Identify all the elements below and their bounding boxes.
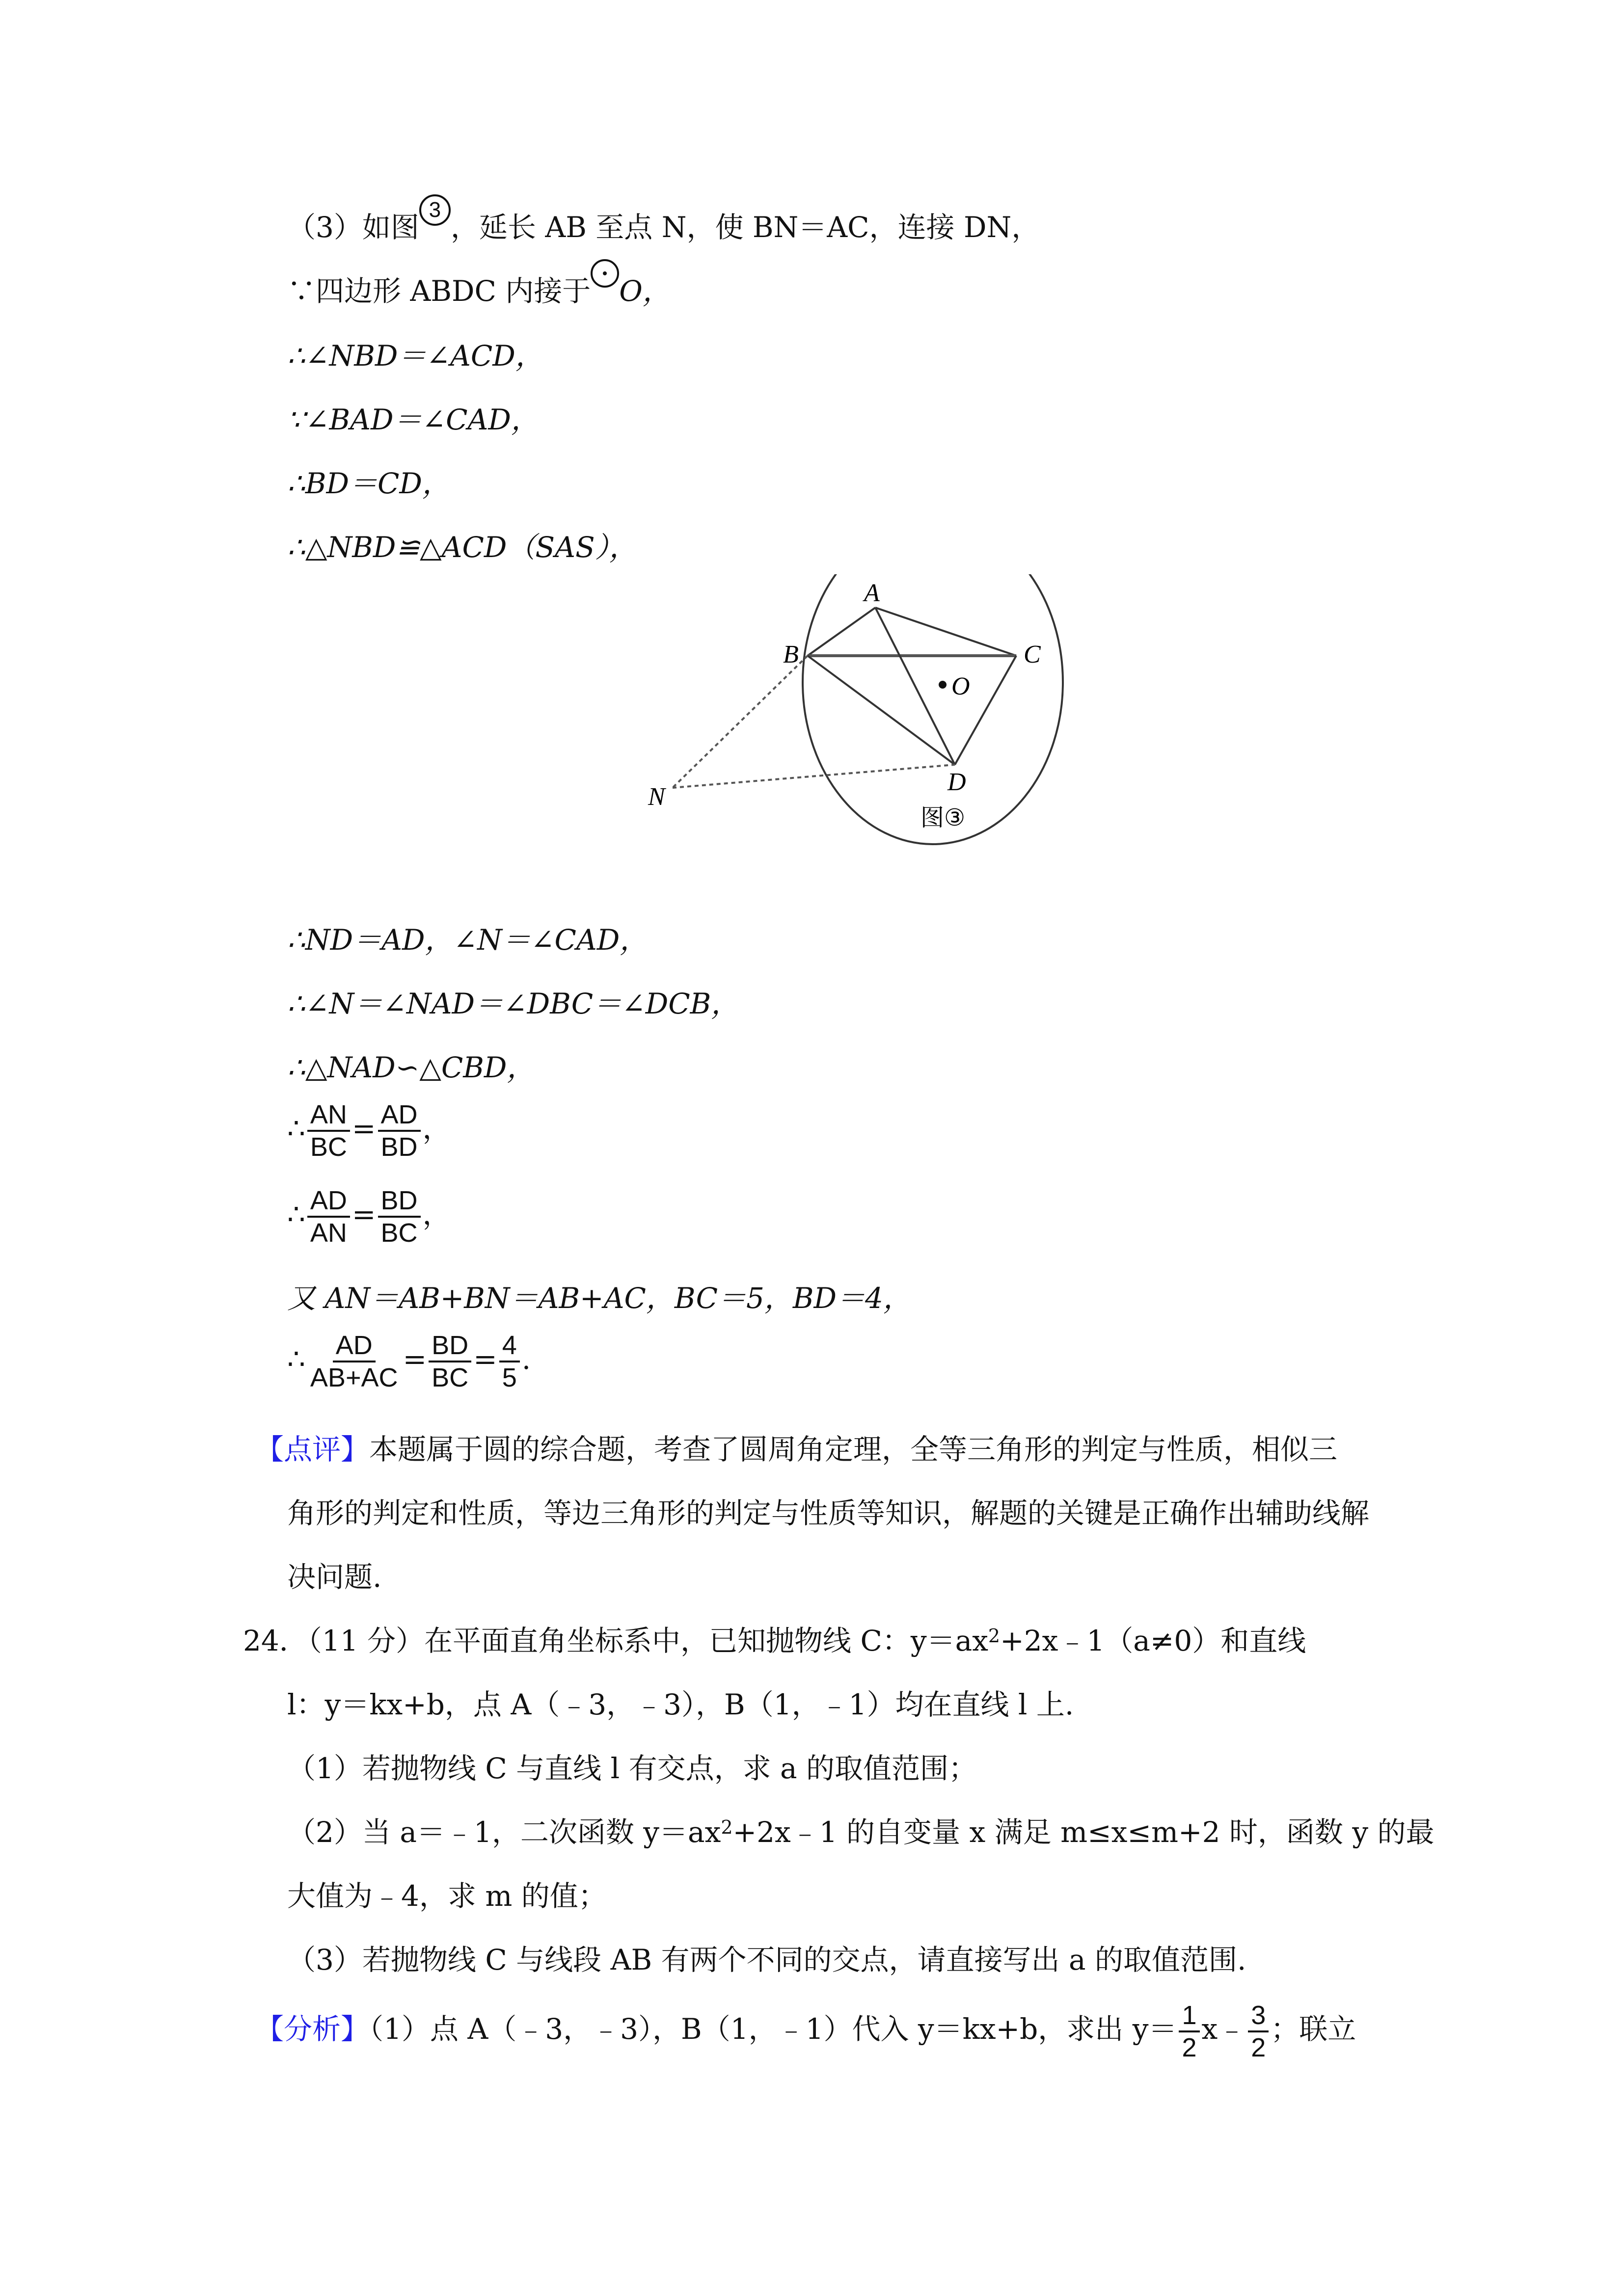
part3-line7: ∴ND＝AD，∠N＝∠CAD， (287, 923, 649, 957)
part3-line5: ∴BD＝CD， (287, 467, 451, 500)
part3-line9: ∴△NAD∽△CBD， (287, 1051, 536, 1084)
segment-nd-dashed (673, 765, 955, 788)
center-point-o (939, 681, 947, 689)
circled-3-icon: 3 (419, 194, 451, 226)
part3-line8: ∴∠N＝∠NAD＝∠DBC＝∠DCB， (287, 987, 740, 1020)
geometry-figure (633, 574, 1124, 967)
part3-line2: ∵四边形 ABDC 内接于 O， (287, 274, 671, 308)
fraction: $\frac{1}{2}$ (1179, 2000, 1199, 2063)
q24-line1: 24．（11 分）在平面直角坐标系中，已知抛物线 C：$y=ax^2+2x﹣1(a\ne 0)$和直线 (243, 1624, 1306, 1657)
review-line1: 【点评】本题属于圆的综合题，考查了圆周角定理，全等三角形的判定与性质，相似三 (255, 1433, 1338, 1466)
q24-sub2-cont: 大值为﹣4，求 m 的值； (287, 1879, 607, 1913)
fraction: $\frac{4}{5}$ (499, 1330, 520, 1393)
fraction: $\frac{AD}{AB+AC}$ (310, 1331, 398, 1392)
segment-bd (808, 656, 955, 765)
part3-line1: （3）如图3，延长 AB 至点 N，使 BN＝AC，连接 DN， (287, 210, 1040, 244)
part3-line10: 又 AN＝AB+BN＝AB+AC，BC＝5，BD＝4， (287, 1281, 912, 1315)
review-line3: 决问题. (287, 1560, 382, 1594)
part3-line3: ∴∠NBD＝∠ACD， (287, 339, 544, 373)
ratio-line-3: ∴ $\frac{AD}{AB+AC}$ = $\frac{BD}{BC}$ = $\frac{4}{5}$ . (287, 1331, 531, 1392)
circle-dot-icon (591, 259, 619, 288)
label-c: C (1024, 641, 1041, 668)
ratio-line-1: ∴ $\frac{AN}{BC}$ = $\frac{AD}{BD}$ ， (287, 1100, 451, 1162)
fraction: $\frac{AD}{BD}$ (378, 1099, 421, 1162)
segment-ab (808, 608, 875, 656)
analysis-tag: 【分析】 (255, 2012, 370, 2046)
review-line2: 角形的判定和性质，等边三角形的判定与性质等知识，解题的关键是正确作出辅助线解 (287, 1496, 1370, 1530)
ratio-line-2: ∴ $\frac{AD}{AN}$ = $\frac{BD}{BC}$ ， (287, 1186, 451, 1248)
analysis-line: 【分析】（1）点 A（﹣3，﹣3），B（1，﹣1）代入 y＝kx+b，求出 y＝ $\frac{1}{2}$ x﹣ $\frac{3}{2}$ ；联立 (255, 2001, 1356, 2062)
q24-sub2: （2）当 a＝﹣1，二次函数 $y=ax^2+2x﹣1$ 的自变量 x 满足 m≤x≤m+2 时，函数 y 的最 (287, 1815, 1435, 1849)
segment-bn-dashed (673, 656, 808, 788)
label-d: D (947, 768, 966, 796)
part3-line6: ∴△NBD≌△ACD（SAS）， (287, 531, 638, 564)
label-b: B (783, 641, 799, 668)
figure-caption: 图③ (920, 804, 966, 831)
fraction: $\frac{AN}{BC}$ (307, 1099, 350, 1162)
q24-sub1: （1）若抛物线 C 与直线 l 有交点，求 a 的取值范围； (287, 1752, 977, 1785)
fraction: $\frac{BD}{BC}$ (429, 1330, 471, 1393)
label-a: A (864, 579, 880, 607)
label-n: N (648, 783, 665, 811)
review-tag: 【点评】 (255, 1433, 370, 1466)
fraction: $\frac{3}{2}$ (1248, 2000, 1269, 2063)
q24-line2: l：y＝kx+b，点 A（﹣3，﹣3），B（1，﹣1）均在直线 l 上. (287, 1688, 1074, 1721)
label-o: O (951, 672, 970, 700)
fraction: $\frac{BD}{BC}$ (378, 1185, 421, 1248)
fraction: $\frac{AD}{AN}$ (307, 1185, 350, 1248)
q24-sub3: （3）若抛物线 C 与线段 AB 有两个不同的交点，请直接写出 a 的取值范围. (287, 1943, 1246, 1976)
part3-line4: ∵∠BAD＝∠CAD， (287, 403, 540, 436)
